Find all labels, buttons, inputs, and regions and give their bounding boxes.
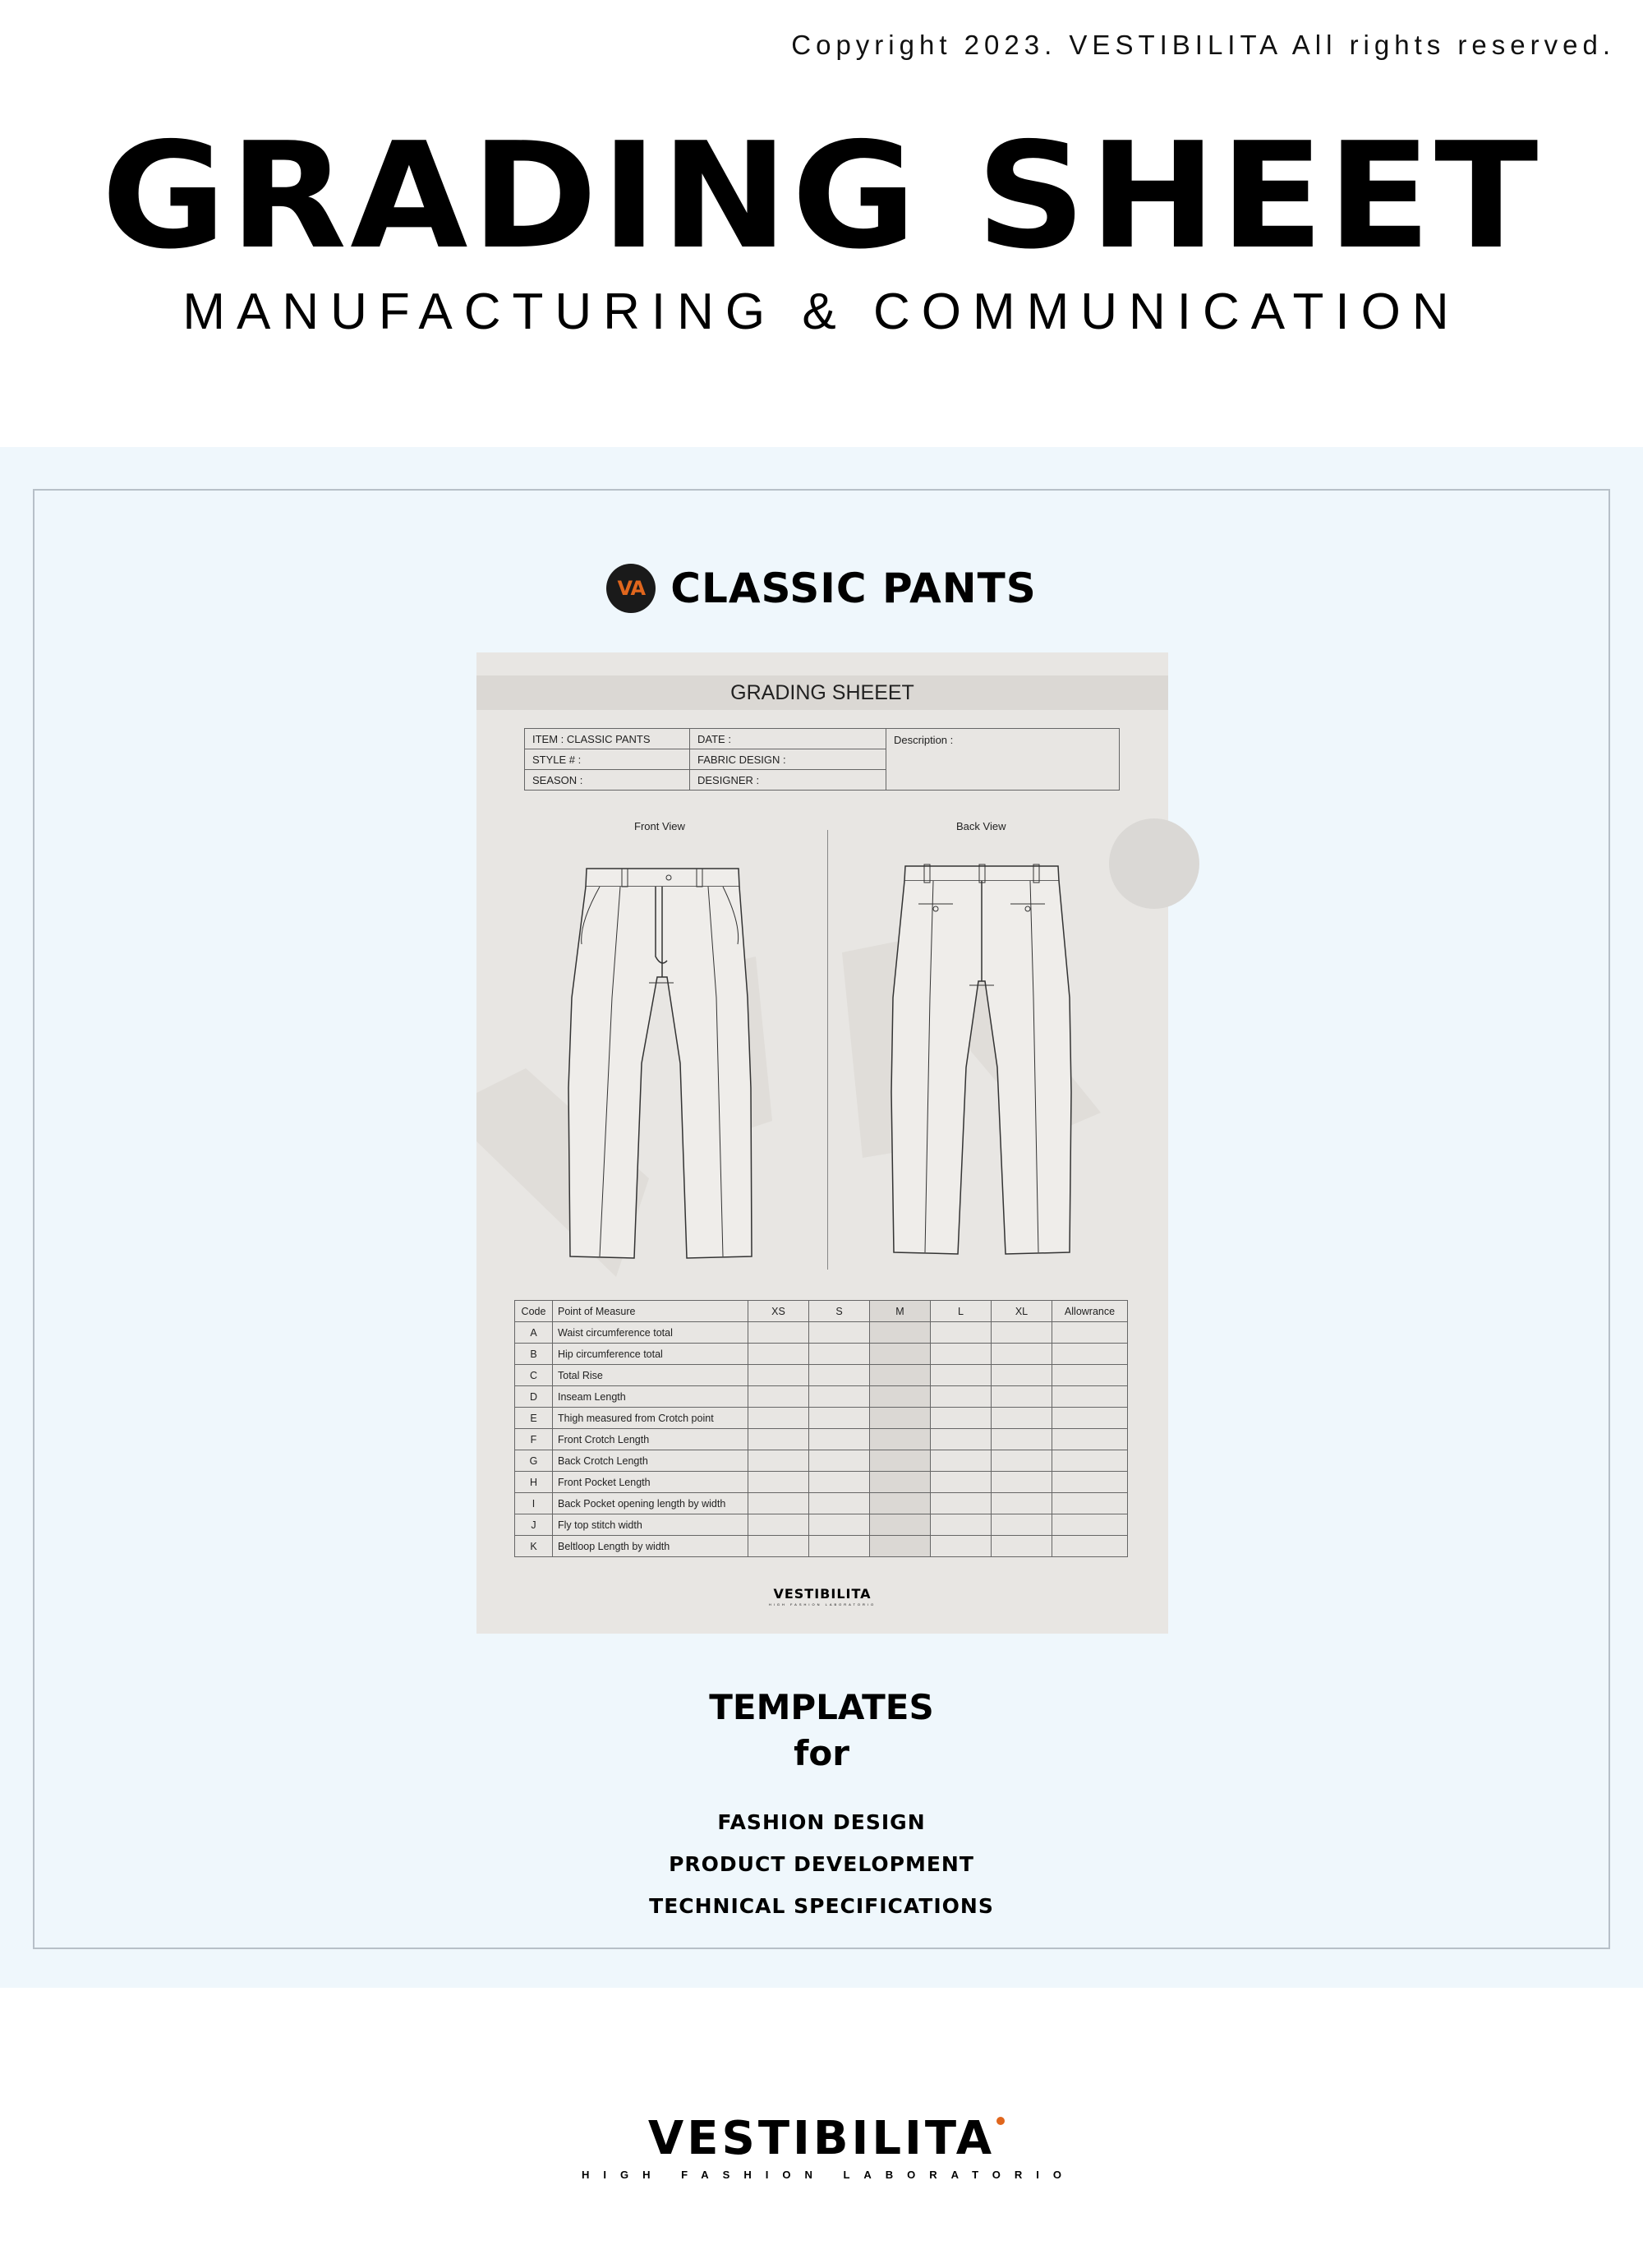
footer-brand-text: VESTIBILITA: [647, 2112, 996, 2165]
value-allowance: [1052, 1450, 1128, 1472]
value-xs: [748, 1493, 809, 1514]
templates-section: [0, 1685, 1643, 1927]
brand-dot-icon: [996, 2117, 1005, 2125]
sheet-header: GRADING SHEEET: [476, 675, 1168, 710]
templates-item: TECHNICAL SPECIFICATIONS: [649, 1894, 994, 1918]
col-code: Code: [515, 1301, 553, 1322]
value-s: [809, 1536, 870, 1557]
value-xl: [992, 1429, 1052, 1450]
value-xs: [748, 1472, 809, 1493]
value-m: [870, 1429, 931, 1450]
value-xs: [748, 1322, 809, 1344]
table-header-row: [515, 1301, 1128, 1322]
measure-point: Back Pocket opening length by width: [553, 1493, 748, 1514]
col-m: M: [870, 1301, 931, 1322]
table-row: [515, 1386, 1128, 1408]
value-xl: [992, 1472, 1052, 1493]
templates-item: PRODUCT DEVELOPMENT: [669, 1852, 974, 1876]
table-row: [515, 1429, 1128, 1450]
table-row: [515, 1450, 1128, 1472]
sheet-logo-tagline: HIGH FASHION LABORATORIO: [768, 1602, 877, 1606]
measure-code: K: [515, 1536, 553, 1557]
table-row: [515, 1536, 1128, 1557]
copyright-notice: Copyright 2023. VESTIBILITA All rights reserved.: [791, 30, 1615, 60]
measure-point: Total Rise: [553, 1365, 748, 1386]
value-l: [931, 1472, 992, 1493]
value-m: [870, 1322, 931, 1344]
value-xl: [992, 1408, 1052, 1429]
front-view-label: Front View: [634, 820, 685, 832]
measure-code: B: [515, 1344, 553, 1365]
value-xs: [748, 1408, 809, 1429]
measure-code: A: [515, 1322, 553, 1344]
col-xl: XL: [992, 1301, 1052, 1322]
measure-point: Front Pocket Length: [553, 1472, 748, 1493]
info-item: ITEM : CLASSIC PANTS: [525, 729, 690, 749]
measure-point: Waist circumference total: [553, 1322, 748, 1344]
front-view-pants: [568, 869, 752, 1258]
measure-point: Fly top stitch width: [553, 1514, 748, 1536]
value-s: [809, 1514, 870, 1536]
value-xs: [748, 1386, 809, 1408]
page-title: GRADING SHEET: [101, 111, 1542, 281]
info-designer: DESIGNER :: [690, 770, 886, 791]
templates-for: for: [794, 1733, 849, 1773]
value-m: [870, 1472, 931, 1493]
templates-list: [0, 1801, 1643, 1927]
templates-heading: TEMPLATES: [709, 1687, 934, 1727]
item-heading: [0, 564, 1643, 613]
value-allowance: [1052, 1493, 1128, 1514]
footer-brand: [648, 2112, 995, 2165]
measure-code: C: [515, 1365, 553, 1386]
value-s: [809, 1322, 870, 1344]
value-l: [931, 1536, 992, 1557]
measure-point: Hip circumference total: [553, 1344, 748, 1365]
brand-badge-icon: VA: [606, 564, 656, 613]
value-xl: [992, 1322, 1052, 1344]
value-xl: [992, 1386, 1052, 1408]
info-style: STYLE # :: [525, 749, 690, 770]
sheet-logo-text: VESTIBILITA: [773, 1586, 872, 1602]
table-row: [515, 1322, 1128, 1344]
value-m: [870, 1493, 931, 1514]
value-l: [931, 1344, 992, 1365]
value-m: [870, 1536, 931, 1557]
table-row: [515, 1344, 1128, 1365]
col-l: L: [931, 1301, 992, 1322]
col-point-of-measure: Point of Measure: [553, 1301, 748, 1322]
measure-code: F: [515, 1429, 553, 1450]
value-l: [931, 1450, 992, 1472]
measure-code: E: [515, 1408, 553, 1429]
value-s: [809, 1386, 870, 1408]
sheet-logo: [476, 1586, 1168, 1606]
measurement-rows: [515, 1322, 1128, 1557]
info-description: Description :: [886, 729, 1120, 791]
table-row: [515, 1514, 1128, 1536]
value-allowance: [1052, 1365, 1128, 1386]
value-allowance: [1052, 1536, 1128, 1557]
value-xl: [992, 1365, 1052, 1386]
value-s: [809, 1429, 870, 1450]
item-title: CLASSIC PANTS: [670, 565, 1037, 612]
value-m: [870, 1386, 931, 1408]
info-season: SEASON :: [525, 770, 690, 791]
value-xl: [992, 1536, 1052, 1557]
value-allowance: [1052, 1514, 1128, 1536]
value-l: [931, 1493, 992, 1514]
table-row: [515, 1472, 1128, 1493]
value-s: [809, 1493, 870, 1514]
value-allowance: [1052, 1386, 1128, 1408]
value-xl: [992, 1450, 1052, 1472]
value-m: [870, 1344, 931, 1365]
value-xs: [748, 1429, 809, 1450]
value-l: [931, 1365, 992, 1386]
value-s: [809, 1450, 870, 1472]
table-row: [515, 1493, 1128, 1514]
value-m: [870, 1408, 931, 1429]
measure-point: Back Crotch Length: [553, 1450, 748, 1472]
value-xl: [992, 1493, 1052, 1514]
value-xs: [748, 1536, 809, 1557]
value-m: [870, 1450, 931, 1472]
value-allowance: [1052, 1322, 1128, 1344]
value-xl: [992, 1514, 1052, 1536]
value-xs: [748, 1514, 809, 1536]
value-l: [931, 1386, 992, 1408]
value-m: [870, 1514, 931, 1536]
back-view-label: Back View: [956, 820, 1006, 832]
measure-point: Front Crotch Length: [553, 1429, 748, 1450]
value-allowance: [1052, 1344, 1128, 1365]
templates-item: FASHION DESIGN: [717, 1810, 926, 1834]
table-row: [515, 1365, 1128, 1386]
value-allowance: [1052, 1472, 1128, 1493]
col-xs: XS: [748, 1301, 809, 1322]
value-s: [809, 1344, 870, 1365]
measure-code: D: [515, 1386, 553, 1408]
value-xs: [748, 1450, 809, 1472]
value-l: [931, 1514, 992, 1536]
value-allowance: [1052, 1408, 1128, 1429]
footer-tagline: HIGH FASHION LABORATORIO: [581, 2169, 1076, 2181]
measure-code: J: [515, 1514, 553, 1536]
value-allowance: [1052, 1429, 1128, 1450]
value-l: [931, 1429, 992, 1450]
info-date: DATE :: [690, 729, 886, 749]
col-s: S: [809, 1301, 870, 1322]
measure-code: G: [515, 1450, 553, 1472]
measure-point: Thigh measured from Crotch point: [553, 1408, 748, 1429]
value-xs: [748, 1365, 809, 1386]
watermark-circle: [1109, 818, 1199, 909]
value-m: [870, 1365, 931, 1386]
value-s: [809, 1365, 870, 1386]
measure-code: I: [515, 1493, 553, 1514]
value-s: [809, 1408, 870, 1429]
measure-code: H: [515, 1472, 553, 1493]
value-s: [809, 1472, 870, 1493]
value-l: [931, 1322, 992, 1344]
value-xl: [992, 1344, 1052, 1365]
grading-sheet-preview: [476, 652, 1168, 1634]
info-fabric-design: FABRIC DESIGN :: [690, 749, 886, 770]
measurement-table: [514, 1300, 1128, 1557]
page-subtitle: MANUFACTURING & COMMUNICATION: [182, 284, 1461, 340]
measure-point: Beltloop Length by width: [553, 1536, 748, 1557]
table-row: [515, 1408, 1128, 1429]
value-xs: [748, 1344, 809, 1365]
col-allowance: Allowrance: [1052, 1301, 1128, 1322]
value-l: [931, 1408, 992, 1429]
footer-logo: [0, 2112, 1643, 2181]
measure-point: Inseam Length: [553, 1386, 748, 1408]
